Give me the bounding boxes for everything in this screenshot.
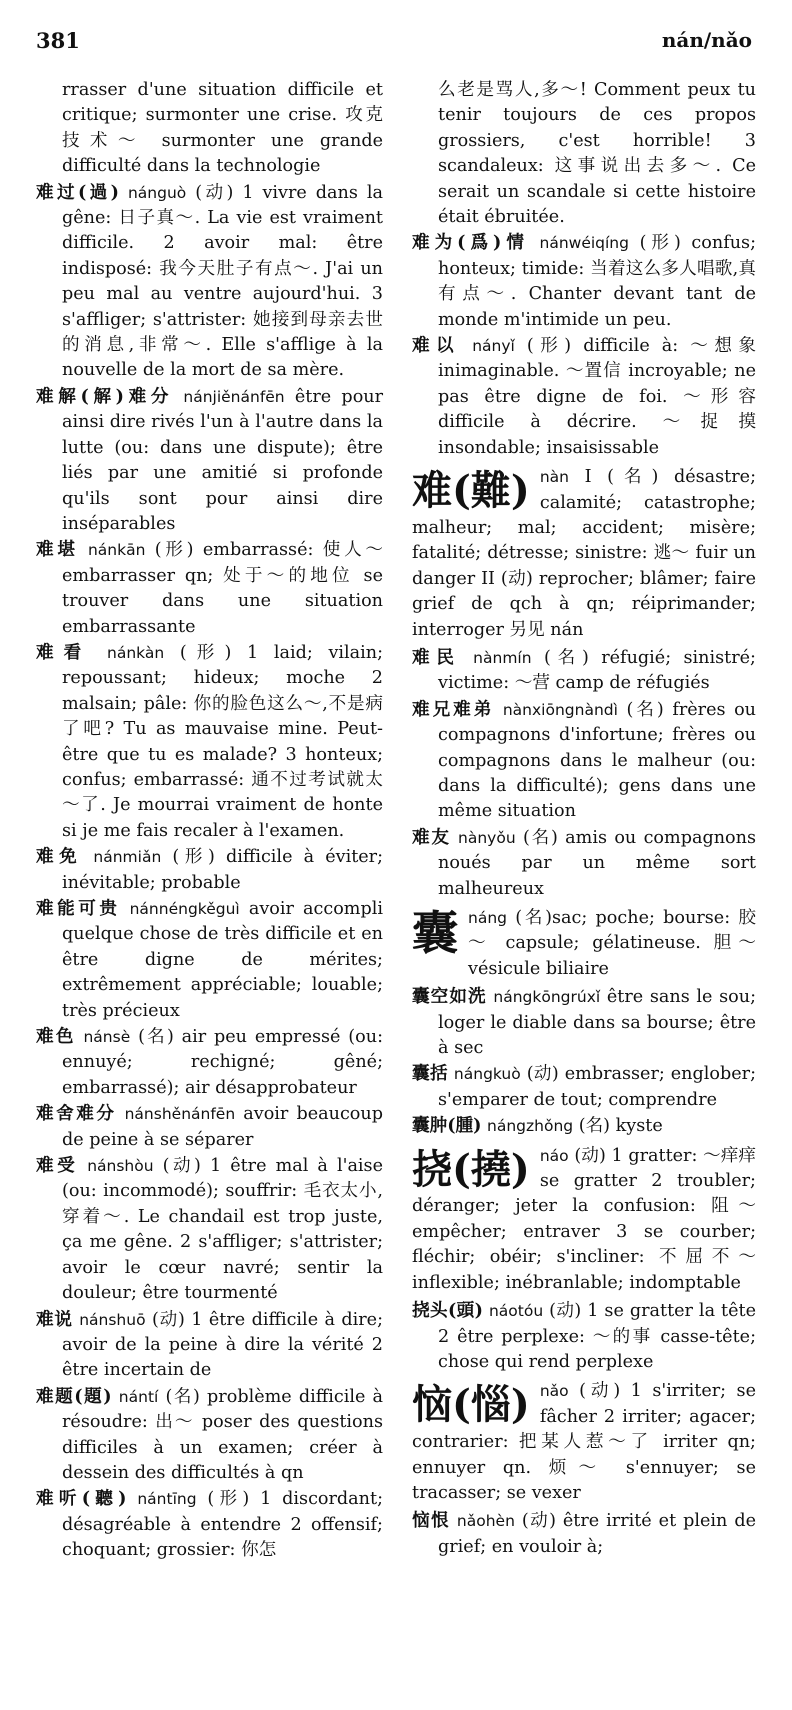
headword: 难民 [412, 646, 461, 668]
page-header [36, 28, 752, 58]
main-character: 囊 [412, 906, 458, 960]
definition: (形) embarrassé: 使人～ embarrasser qn; 处于～的地位 se trouver dans une situation embarrassante [62, 540, 383, 637]
headword: 难堪 [36, 539, 79, 561]
main-character-entry [412, 1144, 756, 1296]
pinyin: nántí [118, 1387, 159, 1406]
definition: être pour ainsi dire rivés l'un à l'autre dans la lutte (ou: dans une dispute); être liés par une amitié si profonde qu'ils sont pour ainsi dire inséparables [62, 386, 384, 534]
left-column [36, 78, 383, 1564]
headword: 难友 [412, 826, 451, 848]
definition: (形) confus; honteux; timide: 当着这么多人唱歌,真有点～. Chanter devant tant de monde m'intimide un peu. [438, 233, 756, 330]
definition: (名) problème difficile à résoudre: 出～ poser des questions difficiles à un examen; créer à dessein des difficultés à qn [62, 1386, 384, 1483]
dictionary-entry [36, 384, 383, 537]
headword: 难解(解)难分 [36, 385, 174, 407]
headword: 囊空如洗 [412, 986, 487, 1008]
dictionary-entry [412, 230, 756, 333]
dictionary-entry [36, 1486, 383, 1563]
pinyin: nánshòu [87, 1157, 154, 1176]
headword: 难听(聽) [36, 1488, 127, 1510]
dictionary-entry [36, 1307, 383, 1384]
definition: (形) 1 laid; vilain; repoussant; hideux; moche 2 malsain; pâle: 你的脸色这么～,不是病了吧? Tu as mauvaise mine. Peut-être que tu es malade? 3 honteux; confus; embarrassé: 通不过考试就太～了. Je mourrai vraiment de honte si je me fais recaler à l'examen. [62, 642, 384, 841]
definition: (名)sac; poche; bourse: 胶～ capsule; gélatineuse. 胆～ vésicule biliaire [468, 908, 757, 979]
headword: 难能可贵 [36, 898, 121, 919]
dictionary-entry [36, 896, 383, 1024]
dictionary-entry [36, 844, 383, 896]
pinyin: nányǐ [472, 337, 515, 356]
pinyin: náo [539, 1146, 569, 1165]
definition: (名) réfugié; sinistré; victime: ～营 camp de réfugiés [438, 647, 756, 694]
right-column [412, 78, 756, 1560]
headword: 难兄难弟 [412, 698, 495, 720]
dictionary-entry [412, 333, 756, 461]
headword: 恼恨 [412, 1510, 450, 1532]
pinyin: nánjiěnánfēn [183, 387, 285, 406]
pinyin: nánshěnánfēn [124, 1105, 236, 1124]
entry-continuation: 么老是骂人,多～! Comment peux tu tenir toujours de ces propos grossiers, c'est horrible! 3 scandaleux: 这事说出去多～. Ce serait un scandale si cette histoire était ébruitée. [438, 80, 756, 228]
main-character-entry [412, 465, 756, 643]
definition: (名) air peu empressé (ou: ennuyé; rechigné; gêné; embarrassé); air désapprobateur [62, 1027, 384, 1098]
dictionary-entry [412, 645, 756, 697]
pinyin: nǎo [539, 1382, 569, 1401]
definition: (形) difficile à: ～想象 inimaginable. ～置信 incroyable; ne pas être digne de foi. ～形容 difficile à décrire. ～捉摸 insondable; insaisissable [438, 336, 756, 458]
pinyin: nánshuō [79, 1310, 146, 1329]
dictionary-entry [36, 1101, 383, 1153]
pinyin: nánguò [127, 183, 187, 202]
definition: avoir beaucoup de peine à se séparer [62, 1104, 383, 1150]
headword: 难过(過) [36, 181, 119, 203]
entry-continuation: rrasser d'une situation difficile et critique; surmonter une crise. 攻克技术～ surmonter une grande difficulté dans la technologie [62, 80, 383, 177]
pinyin: nángzhǒng [487, 1117, 574, 1136]
pinyin: nánmiǎn [93, 848, 162, 867]
pinyin: nántīng [137, 1490, 197, 1509]
main-character: 恼(惱) [412, 1381, 530, 1429]
dictionary-entry [412, 825, 756, 902]
dictionary-entry [36, 1153, 383, 1306]
guide-word: nán/nǎo [661, 28, 752, 52]
definition: I (名) désastre; calamité; catastrophe; malheur; mal; accident; misère; fatalité; détresse; sinistre: 逃～ fuir un danger II (动) reprocher; blâmer; faire grief de qch à qn; réiprimander; interroger 另见 nán [412, 467, 757, 640]
pinyin: nànxiōngnàndì [502, 700, 618, 719]
page-number: 381 [36, 28, 80, 53]
pinyin: nǎohèn [456, 1512, 515, 1531]
definition: (动) 1 se gratter la tête 2 être perplexe: ～的事 casse-tête; chose qui rend perplexe [438, 1301, 756, 1372]
definition: (形) 1 discordant; désagréable à entendre 2 offensif; choquant; grossier: 你怎 [62, 1489, 384, 1561]
dictionary-entry [36, 1384, 383, 1487]
definition: (动) 1 vivre dans la gêne: 日子真～. La vie est vraiment difficile. 2 avoir mal: être indisposé: 我今天肚子有点～. J'ai un peu mal au ventre aujourd'hui. 3 s'affliger; s'attrister: 她接到母亲去世的消息,非常～. Elle s'afflige à la nouvelle de la mort de sa mère. [62, 182, 384, 381]
headword: 难色 [36, 1026, 76, 1048]
pinyin: nánsè [83, 1028, 131, 1047]
dictionary-entry [412, 1061, 756, 1113]
pinyin: nàn [539, 468, 570, 487]
pinyin: nángkōngrúxǐ [493, 988, 601, 1007]
headword: 难说 [36, 1308, 73, 1330]
headword: 难受 [36, 1155, 79, 1177]
headword: 囊肿(腫) [412, 1115, 482, 1137]
dictionary-entry [36, 180, 383, 384]
headword: 难舍难分 [36, 1103, 117, 1125]
pinyin: nánkān [87, 541, 146, 560]
definition: (动) être irrité et plein de grief; en vouloir à; [438, 1511, 757, 1557]
headword: 囊括 [412, 1063, 448, 1085]
definition: être sans le sou; loger le diable dans sa bourse; être à sec [438, 987, 756, 1059]
dictionary-entry [412, 984, 756, 1061]
definition: (名) kyste [578, 1116, 663, 1137]
pinyin: nángkuò [453, 1065, 521, 1084]
definition: (名) frères ou compagnons d'infortune; frères ou compagnons dans le malheur (ou: dans la difficulté); gens dans une même situation [438, 699, 757, 822]
pinyin: nánwéiqíng [539, 234, 629, 253]
definition: (动) embrasser; englober; s'emparer de tout; comprendre [438, 1064, 756, 1110]
pinyin: nànmín [473, 648, 532, 667]
pinyin: náng [468, 909, 507, 927]
headword: 难为(爲)情 [412, 232, 529, 254]
main-character-entry [412, 906, 756, 982]
dictionary-entry [412, 697, 756, 825]
dictionary-entry [36, 1024, 383, 1101]
headword: 挠头(頭) [412, 1300, 483, 1322]
pinyin: náotóu [488, 1302, 544, 1321]
dictionary-entry [412, 1508, 756, 1560]
definition: (动) 1 être mal à l'aise (ou: incommodé); souffrir: 毛衣太小,穿着～. Le chandail est trop juste, ça me gêne. 2 s'affliger; s'attrister; avoir le cœur navré; sentir la douleur; être tourmenté [62, 1156, 383, 1304]
dictionary-entry [36, 640, 383, 844]
definition: (动) 1 s'irriter; se fâcher 2 irriter; agacer; contrarier: 把某人惹～了 irriter qn; ennuyer qn. 烦～ s'ennuyer; se tracasser; se vexer [412, 1381, 756, 1503]
headword: 难以 [412, 335, 461, 357]
definition: (动) 1 être difficile à dire; avoir de la peine à dire la vérité 2 être incertain de [62, 1309, 384, 1381]
pinyin: nánnéngkěguì [129, 900, 240, 918]
headword: 难免 [36, 846, 83, 868]
main-character: 难(難) [412, 467, 530, 515]
headword: 难看 [36, 641, 92, 663]
main-character: 挠(撓) [412, 1145, 530, 1193]
dictionary-entry [412, 1298, 756, 1375]
dictionary-entry [412, 1113, 756, 1139]
pinyin: nánkàn [107, 643, 165, 662]
definition: (名) amis ou compagnons noués par un même sort malheureux [438, 827, 757, 899]
definition: (动) 1 gratter: ～痒痒 se gratter 2 troubler; déranger; jeter la confusion: 阻～ empêcher; entraver 3 se courber; fléchir; obéir; s'incliner: 不屈不～ inflexible; inébranlable; indomptable [412, 1145, 756, 1293]
main-character-entry [412, 1379, 756, 1506]
dictionary-entry [36, 537, 383, 640]
headword: 难题(題) [36, 1385, 112, 1407]
definition: (形) difficile à éviter; inévitable; probable [62, 847, 384, 893]
pinyin: nànyǒu [458, 828, 516, 847]
definition: avoir accompli quelque chose de très difficile et en être digne de mérites; extrêmement appréciable; louable; très précieux [62, 899, 384, 1021]
